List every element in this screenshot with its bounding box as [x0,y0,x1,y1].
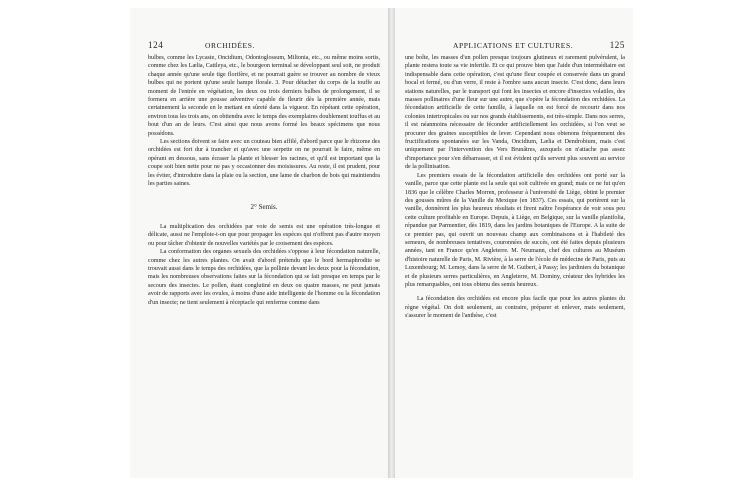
left-running-head: ORCHIDÉES. [205,41,255,50]
paragraph: La multiplication des orchidées par voie de semis est une opération très-longue et délicate, aussi ne l'emploie-t-on que pour propager les espèces qui n'offrent pas d'autre moyen ou pour tâcher d'obtenir de nouvelles variétés par le croisement des espèces. [148,223,380,247]
paragraph: La fécondation des orchidées est encore plus facile que pour les autres plantes du règne végétal. On doit seulement, au contraire, préparer et enlever, mais seulement, s'assurer le moment de l'anthèse, c'est [405,296,625,320]
paragraph: une boîte, les masses d'un pollen presque toujours glutineux et rarement pulvérulent, la plante restera toute sa vie infertile. Et ce qui prouve bien que l'aide d'un intermédiaire est indispensable dans cette opération, c'est qu'une fleur coupée et conservée dans un grand bocal et fermé, ou d'un verre, il reste à l'ombre sans aucun insecte. C'est donc, dans leurs stations naturelles, par le transport qui font les insectes et encore d'insectes volatiles, des masses pollinaires d'une fleur sur une autre, que s'opère la fécondation des orchidées. La fécondation artificielle de cette famille, à laquelle on est forcé de recourir dans nos colonies intertropicales ou sur nos grands établissements, est très-simple. Dans nos serres, il est néanmoins nécessaire de féconder artificiellement les orchidées, si l'on veut se procurer des graines susceptibles de lever. Cependant nous obtenons fréquemment des fructifications spontanées sur les Vanda, Oncidium, Lælia et Dendrobium, mais c'est uniquement par l'intervention des Vers Brunâtres, auxquels on n'attache pas assez d'importance pour s'en débarrasser, et il est évident qu'ils servent plus souvent au service de la pollinisation. [405,55,625,171]
section-title: 2° Semis. [250,202,278,211]
right-page-body [395,54,633,321]
right-page-number: 125 [609,40,625,50]
right-page [395,8,633,478]
paragraph: bulbes, comme les Lycaste, Oncidium, Odontoglossum, Miltonia, etc., ou même moins sortis, comme chez les Lælia, Cattleya, etc., le bourgeon terminal se développant seul soit, ne produit chaque année qu'une seule tige florifère, et ne pourrait guère se trouver au nombre de vieux bulbes qui ne portent qu'une seule hampe florale. 3. Pour détacher du corps de la touffe au moment de l'entrée en végétation, les deux ou trois derniers bulbes de prolongement, il se formera en arrière une pousse adventive capable de fleurir dès la première année, mais certainement la seconde en le mettant en sûreté dans la vigueur. En répétant cette opération, environ tous les trois ans, on obtiendra avec le temps des exemplaires doublement touffus et au bout d'un an de leurs. C'est ainsi que nous avons formé les beaux spécimens que nous possédons. [148,55,380,137]
paragraph: La conformation des organes sexuels des orchidées s'oppose à leur fécondation naturelle, comme chez les autres plantes. On avait d'abord prétendu que le bord hermaphrodite se trouvait aussi dans le temps des orchidées, que la pollinie devant les deux pour la fécondation, mais les nombreuses observations faites sur la fécondation qui se fait presque en temps par le secours des insectes. Le pollen, étant conglutiné en deux ou quatre masses, ne peut jamais avoir de rapports avec les ovules, à moins d'une aide intelligente de l'homme ou la fécondation d'un insecte; ne tient seulement à réceptacle qui renferme comme dans [148,249,380,306]
left-page-body [130,54,388,307]
left-page-header [130,40,388,54]
book-gutter [388,8,395,478]
left-page [130,8,388,478]
right-page-header [395,40,633,54]
paragraph: Les sections doivent se faire avec un couteau bien affilé, d'abord parce que le rhizome des orchidées est fort dur à trancher et qu'avec une serpette on ne pourrait le faire, même en opérant en dessous, sans écraser la plante et blesser les racines, et qu'il est important que la coupe soit bien nette pour ne pas y occasionner des moisissures. Au reste, il est prudent, pour les éviter, d'introduire dans la plaie ou la section, une lame de charbon de bois qui maintiendra les parties saines. [148,139,380,188]
left-page-number: 124 [148,40,164,50]
right-running-head: APPLICATIONS ET CULTURES. [453,41,574,50]
paragraph: Les premiers essais de la fécondation artificielle des orchidées ont porté sur la vanille, parce que cette plante est la seule qui soit cultivée en grand; mais ce ne fut qu'en 1836 que le célèbre Charles Morren, professeur à l'université de Liège, obtint le premier des gousses mûres de la Vanille du Mexique (en 1837). Ces essais, qui portèrent sur la vanille, donnèrent les plus heureux résultats et firent naître l'espérance de voir sous peu cette culture profitable en Europe. Depuis, à Liège, en Belgique, sur la vanille planifolia, répandue par Parmentier, dès 1819, dans les jardins botaniques de l'Europe. A la suite de ce premier pas, qui ouvrit un nouveau champ aux combinaisons et à l'habileté des semeurs, de nombreuses tentatives, couronnées de succès, ont été faites depuis plusieurs années, tant en France qu'en Angleterre. M. Neumann, chef des cultures au Muséum d'histoire naturelle de Paris, M. Rivière, à la serre de l'école de médecine de Paris, puis au Luxembourg; M. Lemoy, dans la serre de M. Guibert, à Passy; les jardiniers du botanique et de plusieurs serres particulières, en Angleterre, M. Dominy, créateur des hybrides les plus remarquables, ont tous obtenu des semis heureux. [405,172,625,288]
